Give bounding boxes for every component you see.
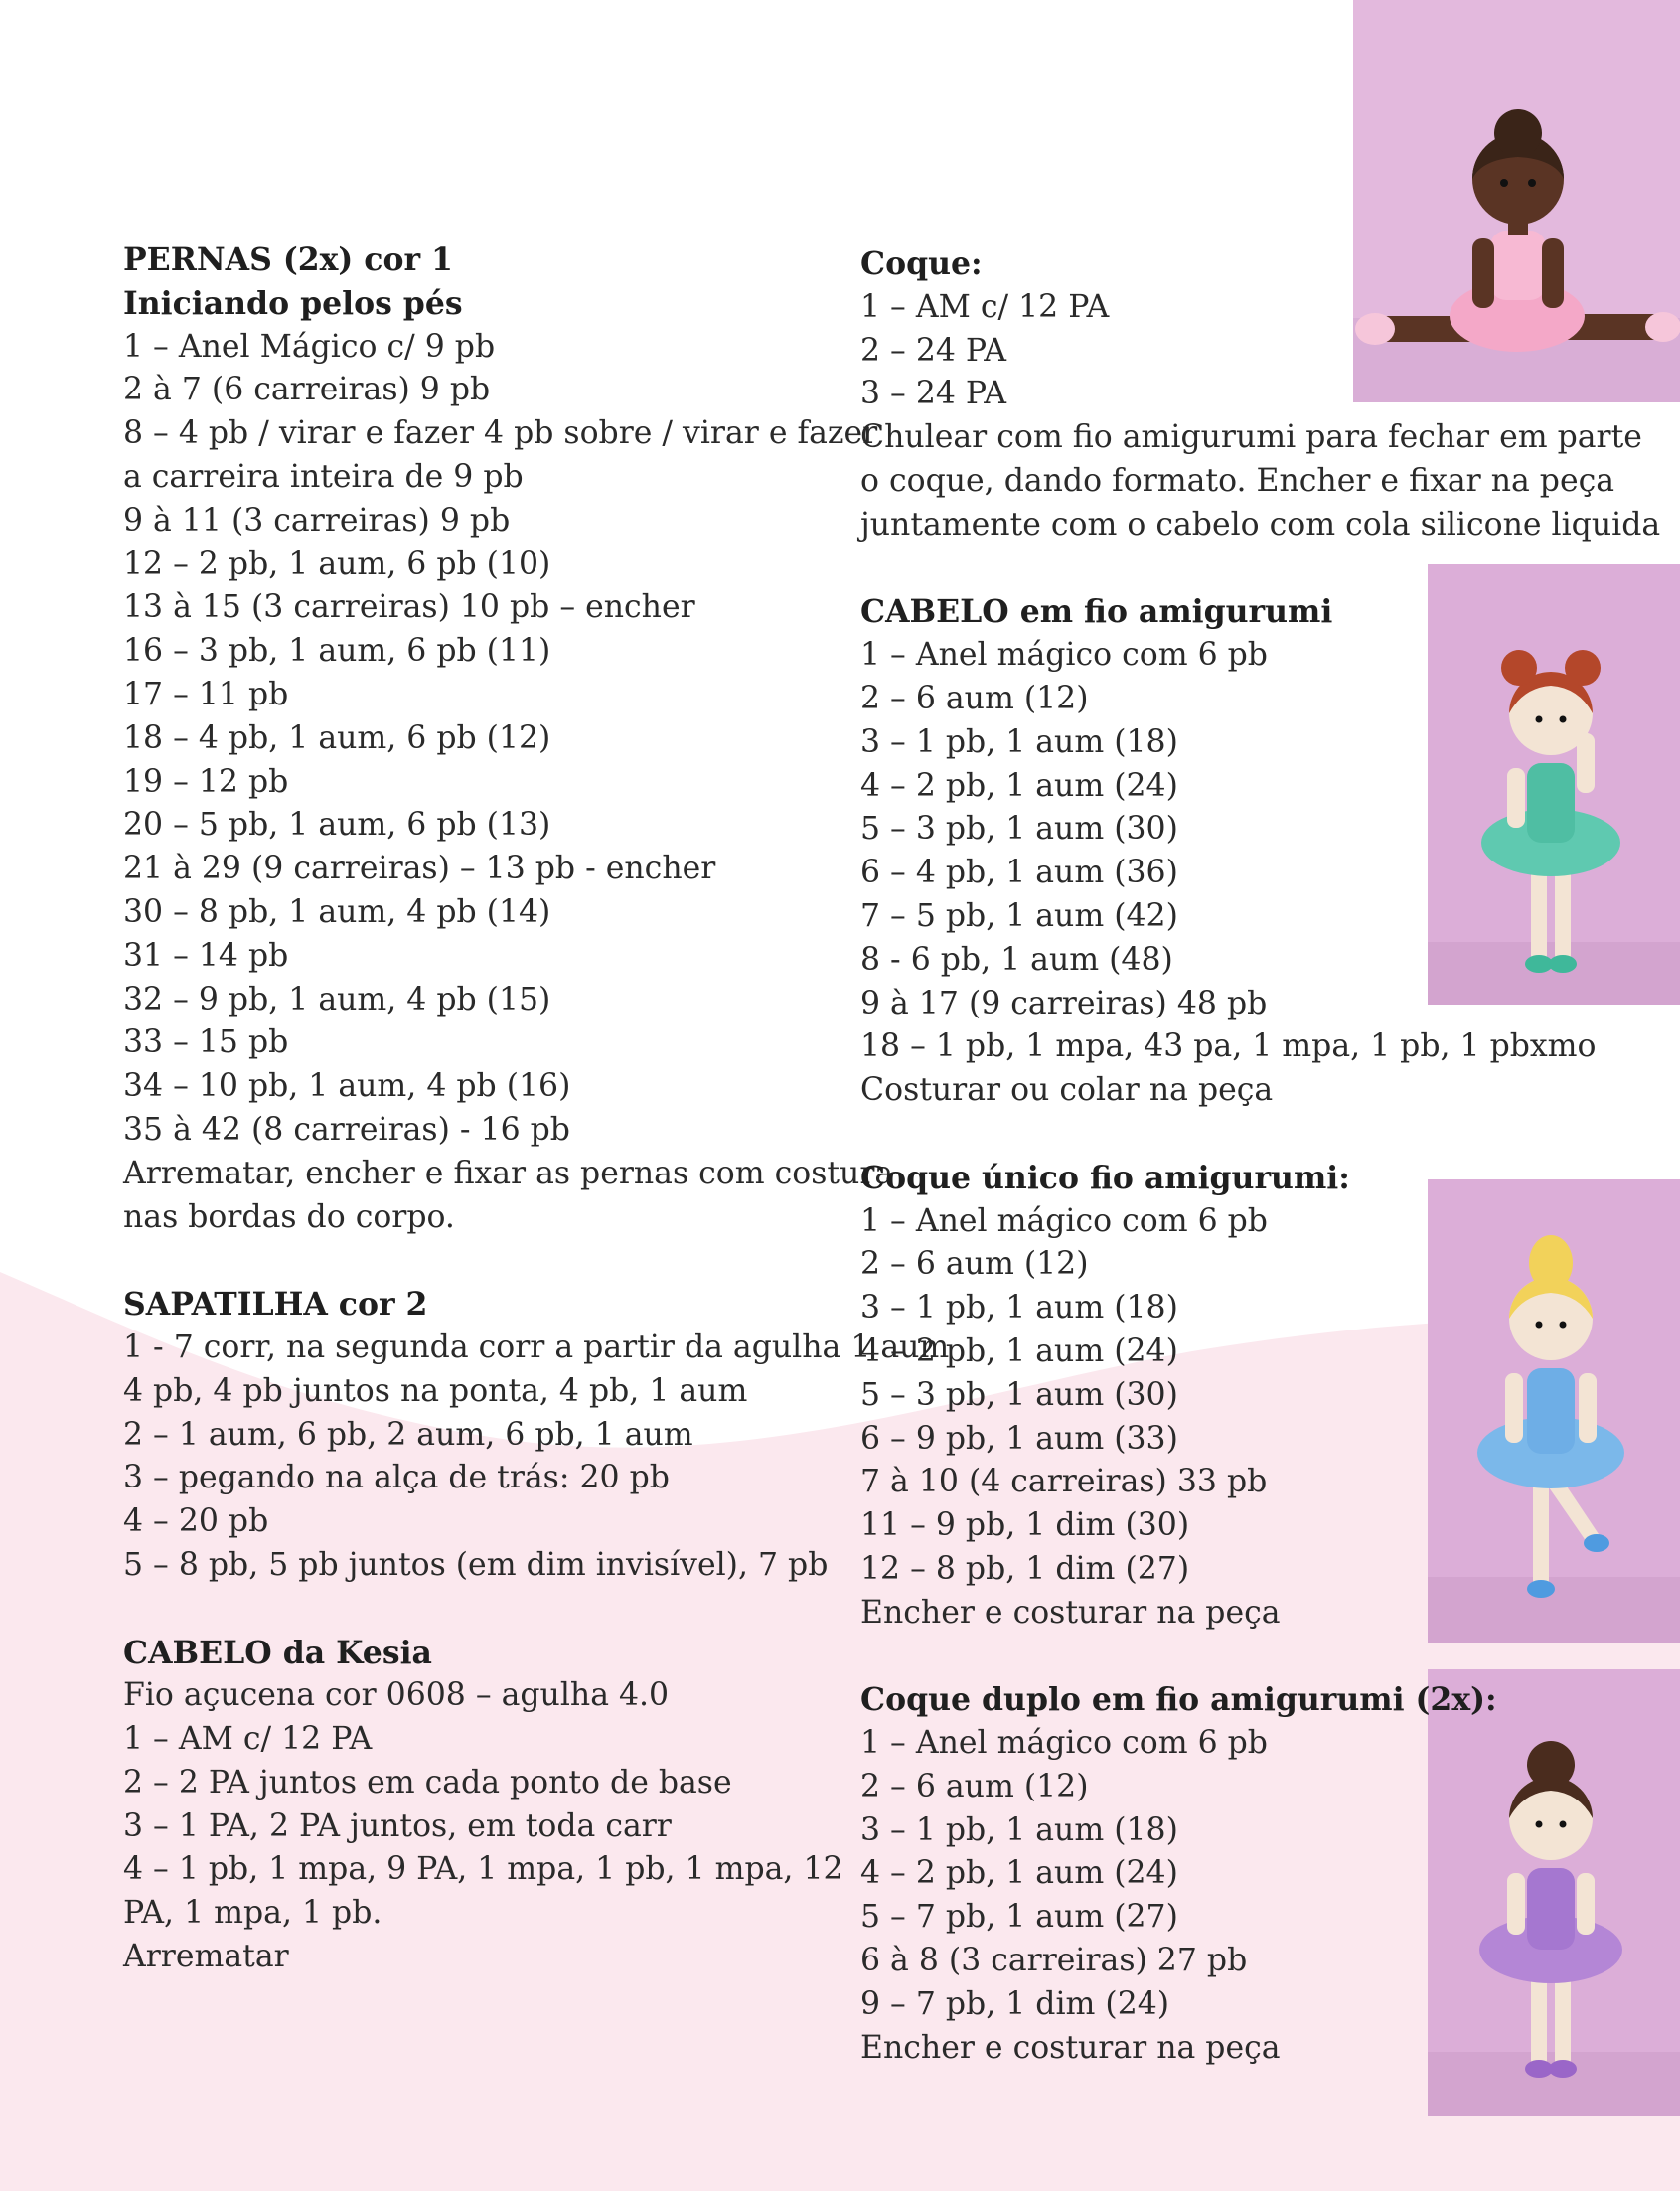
cabelo-kesia-title: CABELO da Kesia: [123, 1634, 432, 1671]
cabelo-kesia-line: 4 – 1 pb, 1 mpa, 9 PA, 1 mpa, 1 pb, 1 mpa, 12: [123, 1851, 843, 1888]
cabelo-kesia-line: Fio açucena cor 0608 – agulha 4.0: [123, 1677, 670, 1714]
coque-unico-line: 3 – 1 pb, 1 aum (18): [860, 1290, 1178, 1327]
sapatilha-line: 5 – 8 pb, 5 pb juntos (em dim invisível), 7 pb: [123, 1546, 829, 1583]
coque-unico-line: 5 – 3 pb, 1 aum (30): [860, 1376, 1178, 1413]
coque-duplo-line: 1 – Anel mágico com 6 pb: [860, 1725, 1268, 1762]
cabelo-amigurumi-line: Costurar ou colar na peça: [860, 1072, 1274, 1109]
pernas-line: 21 à 29 (9 carreiras) – 13 pb - encher: [123, 851, 716, 887]
pernas-line: 35 à 42 (8 carreiras) - 16 pb: [123, 1111, 570, 1148]
coque-unico-line: 6 – 9 pb, 1 aum (33): [860, 1420, 1178, 1457]
sapatilha-section: [123, 1283, 950, 1588]
coque-duplo-line: Encher e costurar na peça: [860, 2029, 1281, 2066]
sapatilha-line: 2 – 1 aum, 6 pb, 2 aum, 6 pb, 1 aum: [123, 1416, 693, 1453]
coque-line: 2 – 24 PA: [860, 332, 1006, 369]
pernas-line: 30 – 8 pb, 1 aum, 4 pb (14): [123, 893, 551, 930]
sapatilha-line: 4 – 20 pb: [123, 1503, 269, 1540]
pernas-line: 32 – 9 pb, 1 aum, 4 pb (15): [123, 981, 551, 1017]
coque-duplo-line: 4 – 2 pb, 1 aum (24): [860, 1855, 1178, 1892]
coque-title: Coque:: [860, 245, 983, 282]
coque-unico-title: Coque único fio amigurumi:: [860, 1159, 1350, 1196]
pernas-line: nas bordas do corpo.: [123, 1198, 455, 1235]
pernas-line: 20 – 5 pb, 1 aum, 6 pb (13): [123, 807, 551, 844]
cabelo-kesia-line: Arrematar: [123, 1939, 289, 1975]
cabelo-amigurumi-line: 6 – 4 pb, 1 aum (36): [860, 855, 1178, 891]
cabelo-amigurumi-line: 18 – 1 pb, 1 mpa, 43 pa, 1 mpa, 1 pb, 1 pbxmo: [860, 1028, 1597, 1065]
cabelo-kesia-line: 2 – 2 PA juntos em cada ponto de base: [123, 1764, 732, 1800]
pernas-title: PERNAS (2x) cor 1: [123, 241, 453, 278]
cabelo-amigurumi-section: [860, 590, 1597, 1113]
pernas-line: 17 – 11 pb: [123, 676, 289, 712]
cabelo-amigurumi-line: 7 – 5 pb, 1 aum (42): [860, 897, 1178, 934]
coque-unico-line: 12 – 8 pb, 1 dim (27): [860, 1550, 1190, 1587]
pernas-line: 9 à 11 (3 carreiras) 9 pb: [123, 502, 511, 539]
coque-duplo-line: 3 – 1 pb, 1 aum (18): [860, 1811, 1178, 1848]
coque-duplo-line: 5 – 7 pb, 1 aum (27): [860, 1899, 1178, 1936]
pernas-line: 2 à 7 (6 carreiras) 9 pb: [123, 372, 491, 408]
coque-unico-section: [860, 1157, 1556, 1636]
coque-section: [860, 242, 1661, 548]
sapatilha-line: 3 – pegando na alça de trás: 20 pb: [123, 1460, 670, 1496]
cabelo-amigurumi-line: 3 – 1 pb, 1 aum (18): [860, 723, 1178, 760]
pernas-line: 33 – 15 pb: [123, 1024, 289, 1061]
pernas-line: a carreira inteira de 9 pb: [123, 458, 524, 495]
cabelo-amigurumi-line: 2 – 6 aum (12): [860, 680, 1089, 716]
pernas-line: Arrematar, encher e fixar as pernas com costura: [123, 1155, 894, 1191]
coque-unico-line: 7 à 10 (4 carreiras) 33 pb: [860, 1464, 1268, 1500]
cabelo-kesia-line: 1 – AM c/ 12 PA: [123, 1721, 373, 1758]
coque-duplo-line: 6 à 8 (3 carreiras) 27 pb: [860, 1943, 1248, 1979]
sapatilha-line: 1 - 7 corr, na segunda corr a partir da agulha 1 aum: [123, 1329, 950, 1365]
pernas-section: [123, 238, 894, 1239]
pernas-subtitle: Iniciando pelos pés: [123, 284, 463, 322]
cabelo-amigurumi-title: CABELO em fio amigurumi: [860, 593, 1333, 631]
coque-line: 3 – 24 PA: [860, 376, 1006, 412]
coque-unico-line: 4 – 2 pb, 1 aum (24): [860, 1332, 1178, 1369]
coque-unico-line: 1 – Anel mágico com 6 pb: [860, 1202, 1268, 1239]
coque-line: Chulear com fio amigurumi para fechar em parte: [860, 419, 1642, 456]
pernas-line: 13 à 15 (3 carreiras) 10 pb – encher: [123, 589, 695, 626]
pernas-line: 31 – 14 pb: [123, 937, 289, 974]
right-column: [860, 242, 1661, 2070]
coque-unico-line: Encher e costurar na peça: [860, 1594, 1281, 1631]
cabelo-amigurumi-line: 8 - 6 pb, 1 aum (48): [860, 941, 1173, 978]
coque-unico-line: 2 – 6 aum (12): [860, 1246, 1089, 1283]
coque-line: juntamente com o cabelo com cola silicone liquida: [860, 506, 1661, 543]
coque-line: 1 – AM c/ 12 PA: [860, 288, 1110, 325]
pernas-line: 16 – 3 pb, 1 aum, 6 pb (11): [123, 633, 551, 670]
cabelo-amigurumi-line: 4 – 2 pb, 1 aum (24): [860, 767, 1178, 804]
coque-duplo-section: [860, 1678, 1556, 2070]
pernas-line: 34 – 10 pb, 1 aum, 4 pb (16): [123, 1068, 571, 1105]
coque-duplo-title: Coque duplo em fio amigurumi (2x):: [860, 1681, 1497, 1719]
cabelo-kesia-line: 3 – 1 PA, 2 PA juntos, em toda carr: [123, 1807, 672, 1844]
pernas-line: 19 – 12 pb: [123, 763, 289, 800]
cabelo-amigurumi-line: 5 – 3 pb, 1 aum (30): [860, 811, 1178, 848]
pernas-line: 1 – Anel Mágico c/ 9 pb: [123, 328, 496, 365]
coque-duplo-line: 9 – 7 pb, 1 dim (24): [860, 1985, 1170, 2022]
pernas-line: 8 – 4 pb / virar e fazer 4 pb sobre / virar e fazer: [123, 415, 878, 452]
coque-duplo-line: 2 – 6 aum (12): [860, 1768, 1089, 1804]
coque-unico-line: 11 – 9 pb, 1 dim (30): [860, 1507, 1190, 1544]
cabelo-amigurumi-line: 1 – Anel mágico com 6 pb: [860, 637, 1268, 674]
pernas-line: 18 – 4 pb, 1 aum, 6 pb (12): [123, 719, 551, 756]
sapatilha-line: 4 pb, 4 pb juntos na ponta, 4 pb, 1 aum: [123, 1372, 748, 1409]
cabelo-amigurumi-line: 9 à 17 (9 carreiras) 48 pb: [860, 985, 1268, 1021]
coque-line: o coque, dando formato. Encher e fixar na peça: [860, 462, 1615, 499]
cabelo-kesia-section: [123, 1632, 843, 1979]
sapatilha-title: SAPATILHA cor 2: [123, 1286, 428, 1324]
cabelo-kesia-line: PA, 1 mpa, 1 pb.: [123, 1895, 382, 1932]
pernas-line: 12 – 2 pb, 1 aum, 6 pb (10): [123, 546, 551, 582]
